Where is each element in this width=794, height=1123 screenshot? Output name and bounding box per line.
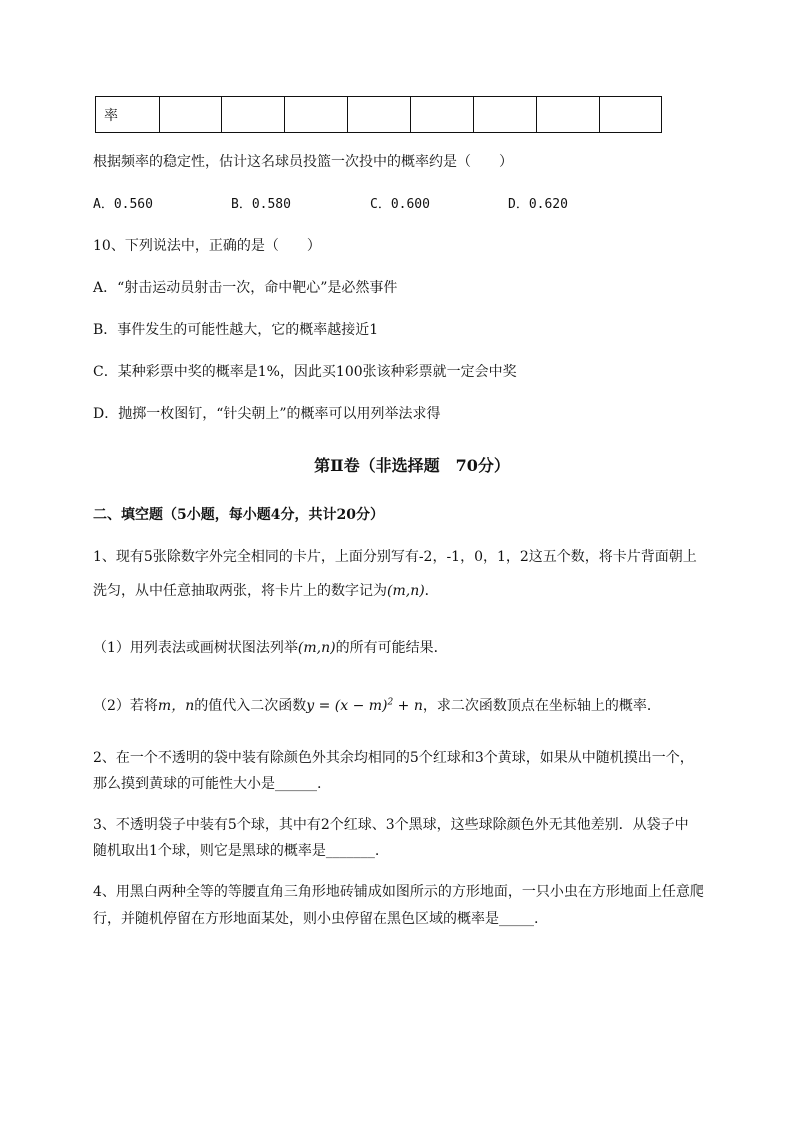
- q10-option-b: B．事件发生的可能性越大，它的概率越接近1: [93, 322, 379, 338]
- frequency-table: [95, 96, 662, 133]
- fill-q4-line1: 4、用黑白两种全等的等腰直角三角形地砖铺成如图所示的方形地面，一只小虫在方形地面上任意爬: [93, 884, 704, 900]
- fill-q1-sub1: [93, 638, 448, 658]
- text: ．: [424, 583, 439, 599]
- text: （2）若将: [93, 698, 158, 714]
- section-title: 第Ⅱ卷（非选择题 70分）: [314, 456, 510, 475]
- fill-q4-line2: 行，并随机停留在方形地面某处，则小虫停留在黑色区域的概率是_____.: [93, 911, 539, 927]
- section-subheading: 二、填空题（5小题，每小题4分，共计20分）: [93, 507, 384, 523]
- q9-stem: 根据频率的稳定性，估计这名球员投篮一次投中的概率约是（ ）: [93, 154, 513, 170]
- formula-part: + n: [393, 698, 423, 714]
- fill-q2-line2: 那么摸到黄球的可能性大小是______.: [93, 776, 322, 792]
- table-cell: [285, 97, 348, 133]
- math-pair: (m,n): [387, 583, 425, 599]
- q9-option-d: D．0.620: [508, 197, 568, 212]
- table-cell: [411, 97, 474, 133]
- table-cell: [600, 97, 662, 133]
- q10-stem: 10、下列说法中，正确的是（ ）: [93, 238, 321, 254]
- fill-q2-line1: 2、在一个不透明的袋中装有除颜色外其余均相同的5个红球和3个黄球，如果从中随机摸出一个，: [93, 750, 694, 766]
- table-cell: [222, 97, 285, 133]
- fill-q3-line2: 随机取出1个球，则它是黑球的概率是_______.: [93, 843, 380, 859]
- fill-q3-line1: 3、不透明袋子中装有5个球，其中有2个红球、3个黑球，这些球除颜色外无其他差别．从袋子中: [93, 817, 689, 833]
- formula-exponent: 2: [387, 697, 394, 708]
- text: 的所有可能结果．: [335, 640, 448, 656]
- text: （1）用列表法或画树状图法列举: [93, 640, 298, 656]
- q10-option-a: A．“射击运动员射击一次，命中靶心”是必然事件: [93, 280, 398, 296]
- fill-q1-line2: [93, 581, 439, 601]
- q10-option-d: D．抛掷一枚图钉，“针尖朝上”的概率可以用列举法求得: [93, 406, 441, 422]
- text: 洗匀，从中任意抽取两张，将卡片上的数字记为: [93, 583, 387, 599]
- text: 的值代入二次函数: [194, 698, 307, 714]
- table-row: [96, 97, 662, 133]
- table-cell: [537, 97, 600, 133]
- q9-option-c: C．0.600: [370, 197, 430, 212]
- q9-option-a: A．0.560: [93, 197, 153, 212]
- fill-q1-line1: 1、现有5张除数字外完全相同的卡片，上面分别写有-2，-1，0，1，2这五个数，将卡片背面朝上: [93, 549, 697, 565]
- formula-part: y = (x − m): [306, 698, 388, 714]
- table-cell: [160, 97, 222, 133]
- fill-q1-sub2: [93, 696, 661, 716]
- table-cell: [348, 97, 411, 133]
- math-formula: [306, 698, 423, 714]
- math-pair: (m,n): [297, 640, 336, 656]
- q10-option-c: C．某种彩票中奖的概率是1%，因此买100张该种彩票就一定会中奖: [93, 364, 517, 380]
- q9-option-b: B．0.580: [231, 197, 291, 212]
- table-row-label: 率: [96, 97, 160, 133]
- text: ，求二次函数顶点在坐标轴上的概率．: [422, 698, 661, 714]
- math-vars: m，n: [157, 698, 195, 714]
- table-cell: [474, 97, 537, 133]
